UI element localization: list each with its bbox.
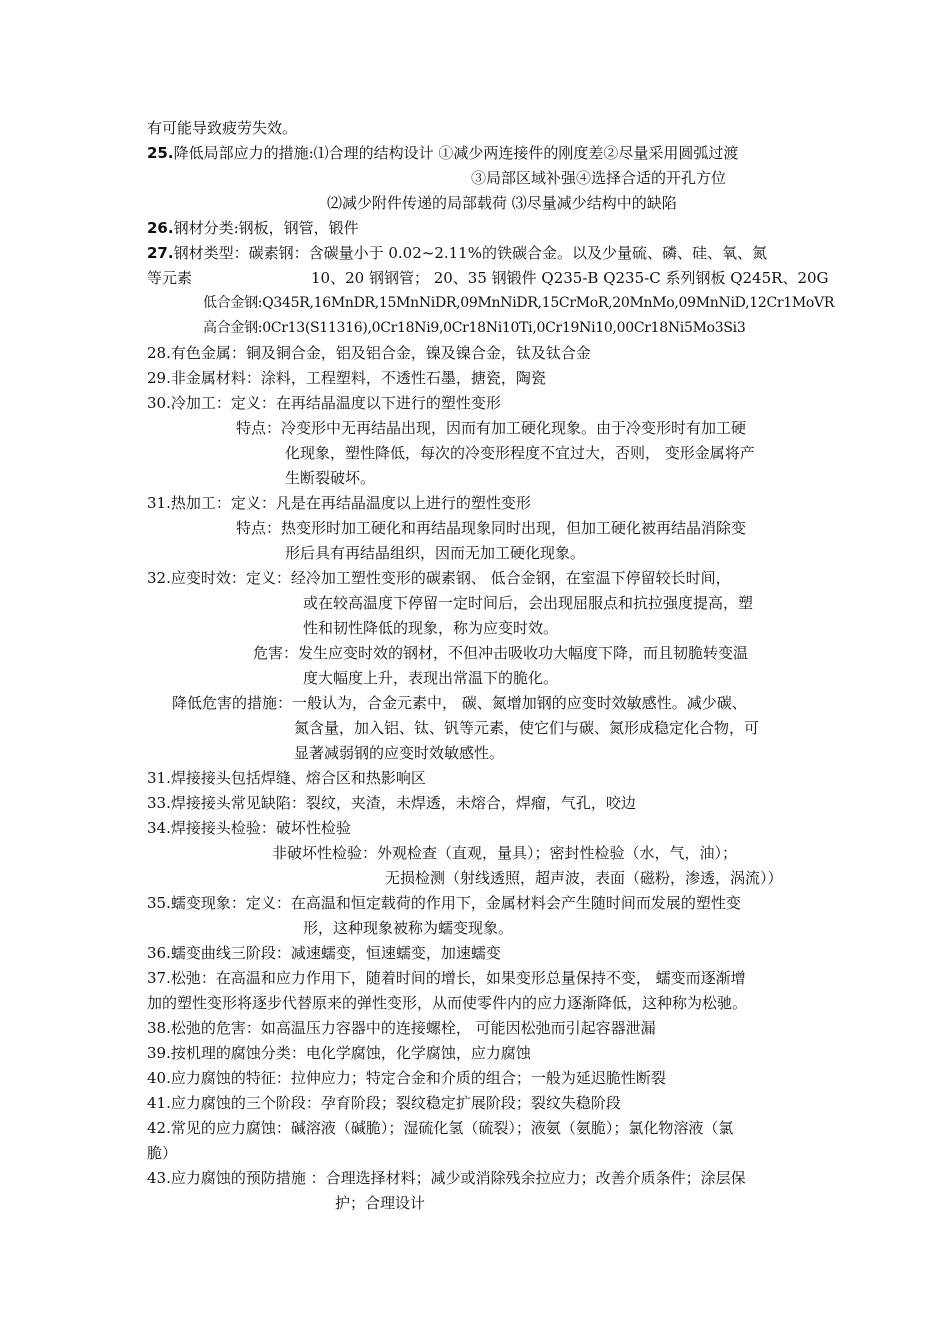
- text-line: 无损检测（射线透照，超声波，表面（磁粉，渗透，涡流））: [385, 869, 783, 887]
- text-line: 34.焊接接头检验：破坏性检验: [147, 819, 351, 837]
- text-line: 非破坏性检验：外观检查（直观，量具）；密封性检验（水，气，油）；: [272, 844, 738, 862]
- text-line: ③局部区域补强④选择合适的开孔方位: [471, 169, 727, 187]
- text-line: 显著减弱钢的应变时效敏感性。: [294, 744, 505, 762]
- text-line: 化现象，塑性降低，每次的冷变形程度不宜过大，否则， 变形金属将产: [285, 444, 755, 462]
- text-line: 40.应力腐蚀的特征：拉伸应力；特定合金和介质的组合；一般为延迟脆性断裂: [147, 1069, 666, 1087]
- item-number: 25.: [147, 144, 174, 162]
- text-line: 43.应力腐蚀的预防措施 ：合理选择材料；减少或消除残余拉应力；改善介质条件；涂层保: [147, 1169, 746, 1187]
- text-line: 特点：热变形时加工硬化和再结晶现象同时出现，但加工硬化被再结晶消除变: [236, 519, 747, 537]
- text-line: 10、20 钢钢管； 20、35 钢锻件 Q235-B Q235-C 系列钢板 Q245R、20G: [311, 269, 829, 287]
- text-line: 41.应力腐蚀的三个阶段：孕育阶段；裂纹稳定扩展阶段；裂纹失稳阶段: [147, 1094, 621, 1112]
- text-line: 氮含量，加入铝、钛、钒等元素，使它们与碳、氮形成稳定化合物，可: [294, 719, 760, 737]
- text-line: 特点：冷变形中无再结晶出现，因而有加工硬化现象。由于冷变形时有加工硬: [236, 419, 747, 437]
- text-line: 有可能导致疲劳失效。: [147, 119, 298, 137]
- text-line: 度大幅度上升，表现出常温下的脆化。: [303, 669, 559, 687]
- text-line: 35.蠕变现象：定义：在高温和恒定载荷的作用下，金属材料会产生随时间而发展的塑性变: [147, 894, 741, 912]
- text-line: 30.冷加工：定义：在再结晶温度以下进行的塑性变形: [147, 394, 501, 412]
- text-line: 29.非金属材料：涂料，工程塑料，不透性石墨，搪瓷，陶瓷: [147, 369, 546, 387]
- text-line: 37.松弛：在高温和应力作用下，随着时间的增长，如果变形总量保持不变， 蠕变而逐渐增: [147, 969, 746, 987]
- text-line: 脆）: [147, 1144, 178, 1162]
- text-line: 36.蠕变曲线三阶段：减速蠕变，恒速蠕变，加速蠕变: [147, 944, 501, 962]
- item-text: 钢材类型：碳素钢：含碳量小于 0.02~2.11%的铁碳合金。以及少量硫、磷、硅、氧、氮: [173, 244, 767, 262]
- text-line: [147, 218, 359, 238]
- text-line: 生断裂破坏。: [285, 469, 376, 487]
- text-line: 性和韧性降低的现象，称为应变时效。: [303, 619, 559, 637]
- text-line: 形，这种现象被称为蠕变现象。: [303, 919, 514, 937]
- text-line: 33.焊接接头常见缺陷：裂纹，夹渣，未焊透，未熔合，焊瘤，气孔，咬边: [147, 794, 636, 812]
- text-line: 32.应变时效：定义：经冷加工塑性变形的碳素钢、 低合金钢，在室温下停留较长时间，: [147, 569, 731, 587]
- text-line: 低合金钢:Q345R,16MnDR,15MnNiDR,09MnNiDR,15CrMoR,20MnMo,09MnNiD,12Cr1MoVR: [203, 295, 835, 311]
- text-line: 护；合理设计: [335, 1194, 426, 1212]
- item-number: 26.: [147, 219, 174, 237]
- text-line: 危害：发生应变时效的钢材，不但冲击吸收功大幅度下降，而且韧脆转变温: [253, 644, 749, 662]
- text-line: [147, 243, 767, 263]
- text-line: 等元素: [147, 269, 193, 287]
- text-line: 降低危害的措施：一般认为，合金元素中， 碳、氮增加钢的应变时效敏感性。减少碳、: [172, 694, 747, 712]
- item-text: 钢材分类:钢板，钢管，锻件: [173, 219, 359, 237]
- text-line: 31.热加工：定义：凡是在再结晶温度以上进行的塑性变形: [147, 494, 531, 512]
- text-line: ⑵减少附件传递的局部载荷 ⑶尽量减少结构中的缺陷: [327, 194, 677, 212]
- text-line: [147, 143, 738, 163]
- text-line: 38.松弛的危害：如高温压力容器中的连接螺栓， 可能因松弛而引起容器泄漏: [147, 1019, 656, 1037]
- item-number: 27.: [147, 244, 174, 262]
- text-line: 形后具有再结晶组织，因而无加工硬化现象。: [285, 544, 586, 562]
- text-line: 28.有色金属：铜及铜合金，铝及铝合金，镍及镍合金，钛及钛合金: [147, 344, 591, 362]
- item-text: 降低局部应力的措施:⑴合理的结构设计 ①减少两连接件的刚度差②尽量采用圆弧过渡: [173, 144, 739, 162]
- text-line: 或在较高温度下停留一定时间后，会出现屈服点和抗拉强度提高，塑: [303, 594, 754, 612]
- text-line: 42.常见的应力腐蚀：碱溶液（碱脆）；湿硫化氢（硫裂）；液氨（氨脆）；氯化物溶液（氯: [147, 1119, 734, 1137]
- text-line: 加的塑性变形将逐步代替原来的弹性变形，从而使零件内的应力逐渐降低，这种称为松驰。: [147, 994, 748, 1012]
- text-line: 高合金钢:0Cr13(S11316),0Cr18Ni9,0Cr18Ni10Ti,0Cr19Ni10,00Cr18Ni5Mo3Si3: [203, 320, 746, 336]
- text-line: 39.按机理的腐蚀分类：电化学腐蚀，化学腐蚀，应力腐蚀: [147, 1044, 531, 1062]
- text-line: 31.焊接接头包括焊缝、熔合区和热影响区: [147, 769, 426, 787]
